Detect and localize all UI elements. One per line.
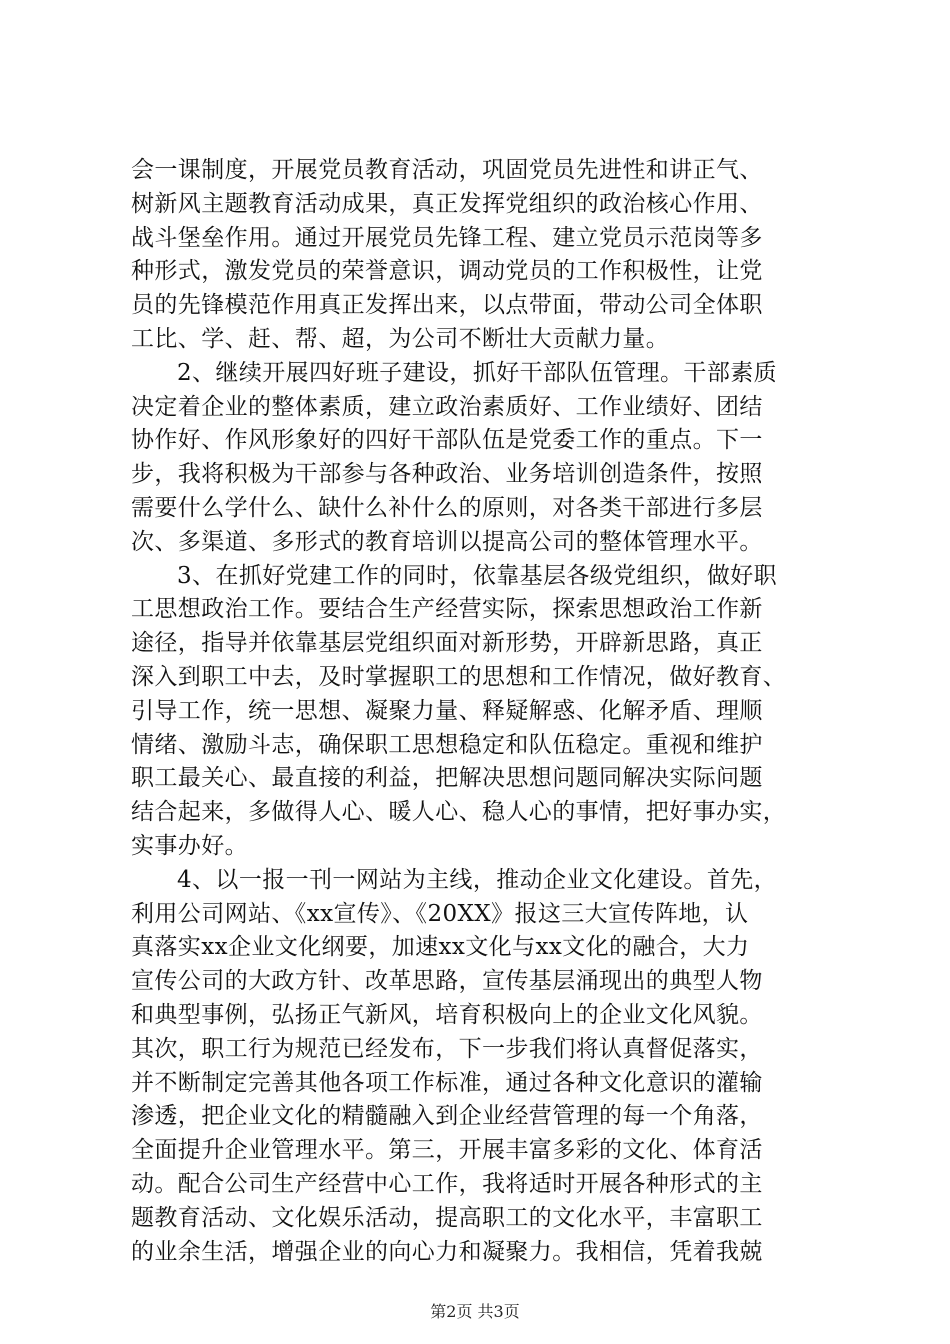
paragraph-start-line: 3、在抓好党建工作的同时，依靠基层各级党组织，做好职 (177, 562, 778, 589)
text-line: 渗透，把企业文化的精髓融入到企业经营管理的每一个角落， (131, 1103, 763, 1130)
document-body (131, 154, 831, 1269)
text-line: 树新风主题教育活动成果，真正发挥党组织的政治核心作用、 (131, 190, 763, 217)
paragraph-start-line: 2、继续开展四好班子建设，抓好干部队伍管理。干部素质 (177, 359, 778, 386)
text-line: 引导工作，统一思想、凝聚力量、释疑解惑、化解矛盾、理顺 (131, 697, 763, 724)
text-line: 动。配合公司生产经营中心工作，我将适时开展各种形式的主 (131, 1170, 763, 1197)
text-line: 宣传公司的大政方针、改革思路，宣传基层涌现出的典型人物 (131, 968, 763, 995)
text-line: 工思想政治工作。要结合生产经营实际，探索思想政治工作新 (131, 596, 763, 623)
text-line: 并不断制定完善其他各项工作标准，通过各种文化意识的灌输 (131, 1069, 763, 1096)
text-line: 工比、学、赶、帮、超，为公司不断壮大贡献力量。 (131, 325, 670, 352)
text-line: 结合起来，多做得人心、暖人心、稳人心的事情，把好事办实， (131, 799, 787, 826)
text-line: 步，我将积极为干部参与各种政治、业务培训创造条件，按照 (131, 461, 763, 488)
text-line: 利用公司网站、《xx宣传》、《20XX》报这三大宣传阵地，认 (131, 900, 749, 927)
text-line: 会一课制度，开展党员教育活动，巩固党员先进性和讲正气、 (131, 157, 763, 183)
text-line: 情绪、激励斗志，确保职工思想稳定和队伍稳定。重视和维护 (131, 731, 763, 758)
page-footer: 第2页 共3页 (430, 1302, 520, 1321)
text-line: 次、多渠道、多形式的教育培训以提高公司的整体管理水平。 (131, 528, 763, 555)
text-line: 需要什么学什么、缺什么补什么的原则，对各类干部进行多层 (131, 494, 763, 521)
paragraph-start-line: 4、以一报一刊一网站为主线，推动企业文化建设。首先， (177, 866, 778, 893)
text-line: 真落实xx企业文化纲要，加速xx文化与xx文化的融合，大力 (131, 934, 750, 961)
text-line: 其次，职工行为规范已经发布，下一步我们将认真督促落实， (131, 1035, 763, 1062)
text-line: 和典型事例，弘扬正气新风，培育积极向上的企业文化风貌。 (131, 1001, 763, 1028)
text-line: 员的先锋模范作用真正发挥出来，以点带面，带动公司全体职 (131, 292, 763, 319)
text-line: 全面提升企业管理水平。第三，开展丰富多彩的文化、体育活 (131, 1137, 763, 1164)
text-line: 的业余生活，增强企业的向心力和凝聚力。我相信，凭着我兢 (131, 1238, 763, 1265)
text-line: 途径，指导并依靠基层党组织面对新形势，开辟新思路，真正 (131, 630, 763, 657)
text-line: 深入到职工中去，及时掌握职工的思想和工作情况，做好教育、 (131, 663, 787, 690)
text-line: 职工最关心、最直接的利益，把解决思想问题同解决实际问题 (131, 765, 763, 792)
text-line: 题教育活动、文化娱乐活动，提高职工的文化水平，丰富职工 (131, 1204, 763, 1231)
text-line: 协作好、作风形象好的四好干部队伍是党委工作的重点。下一 (131, 427, 763, 454)
text-line: 战斗堡垒作用。通过开展党员先锋工程、建立党员示范岗等多 (131, 224, 763, 251)
text-line: 种形式，激发党员的荣誉意识，调动党员的工作积极性，让党 (131, 258, 763, 285)
text-line: 实事办好。 (131, 832, 248, 859)
text-line: 决定着企业的整体素质，建立政治素质好、工作业绩好、团结 (131, 393, 763, 420)
